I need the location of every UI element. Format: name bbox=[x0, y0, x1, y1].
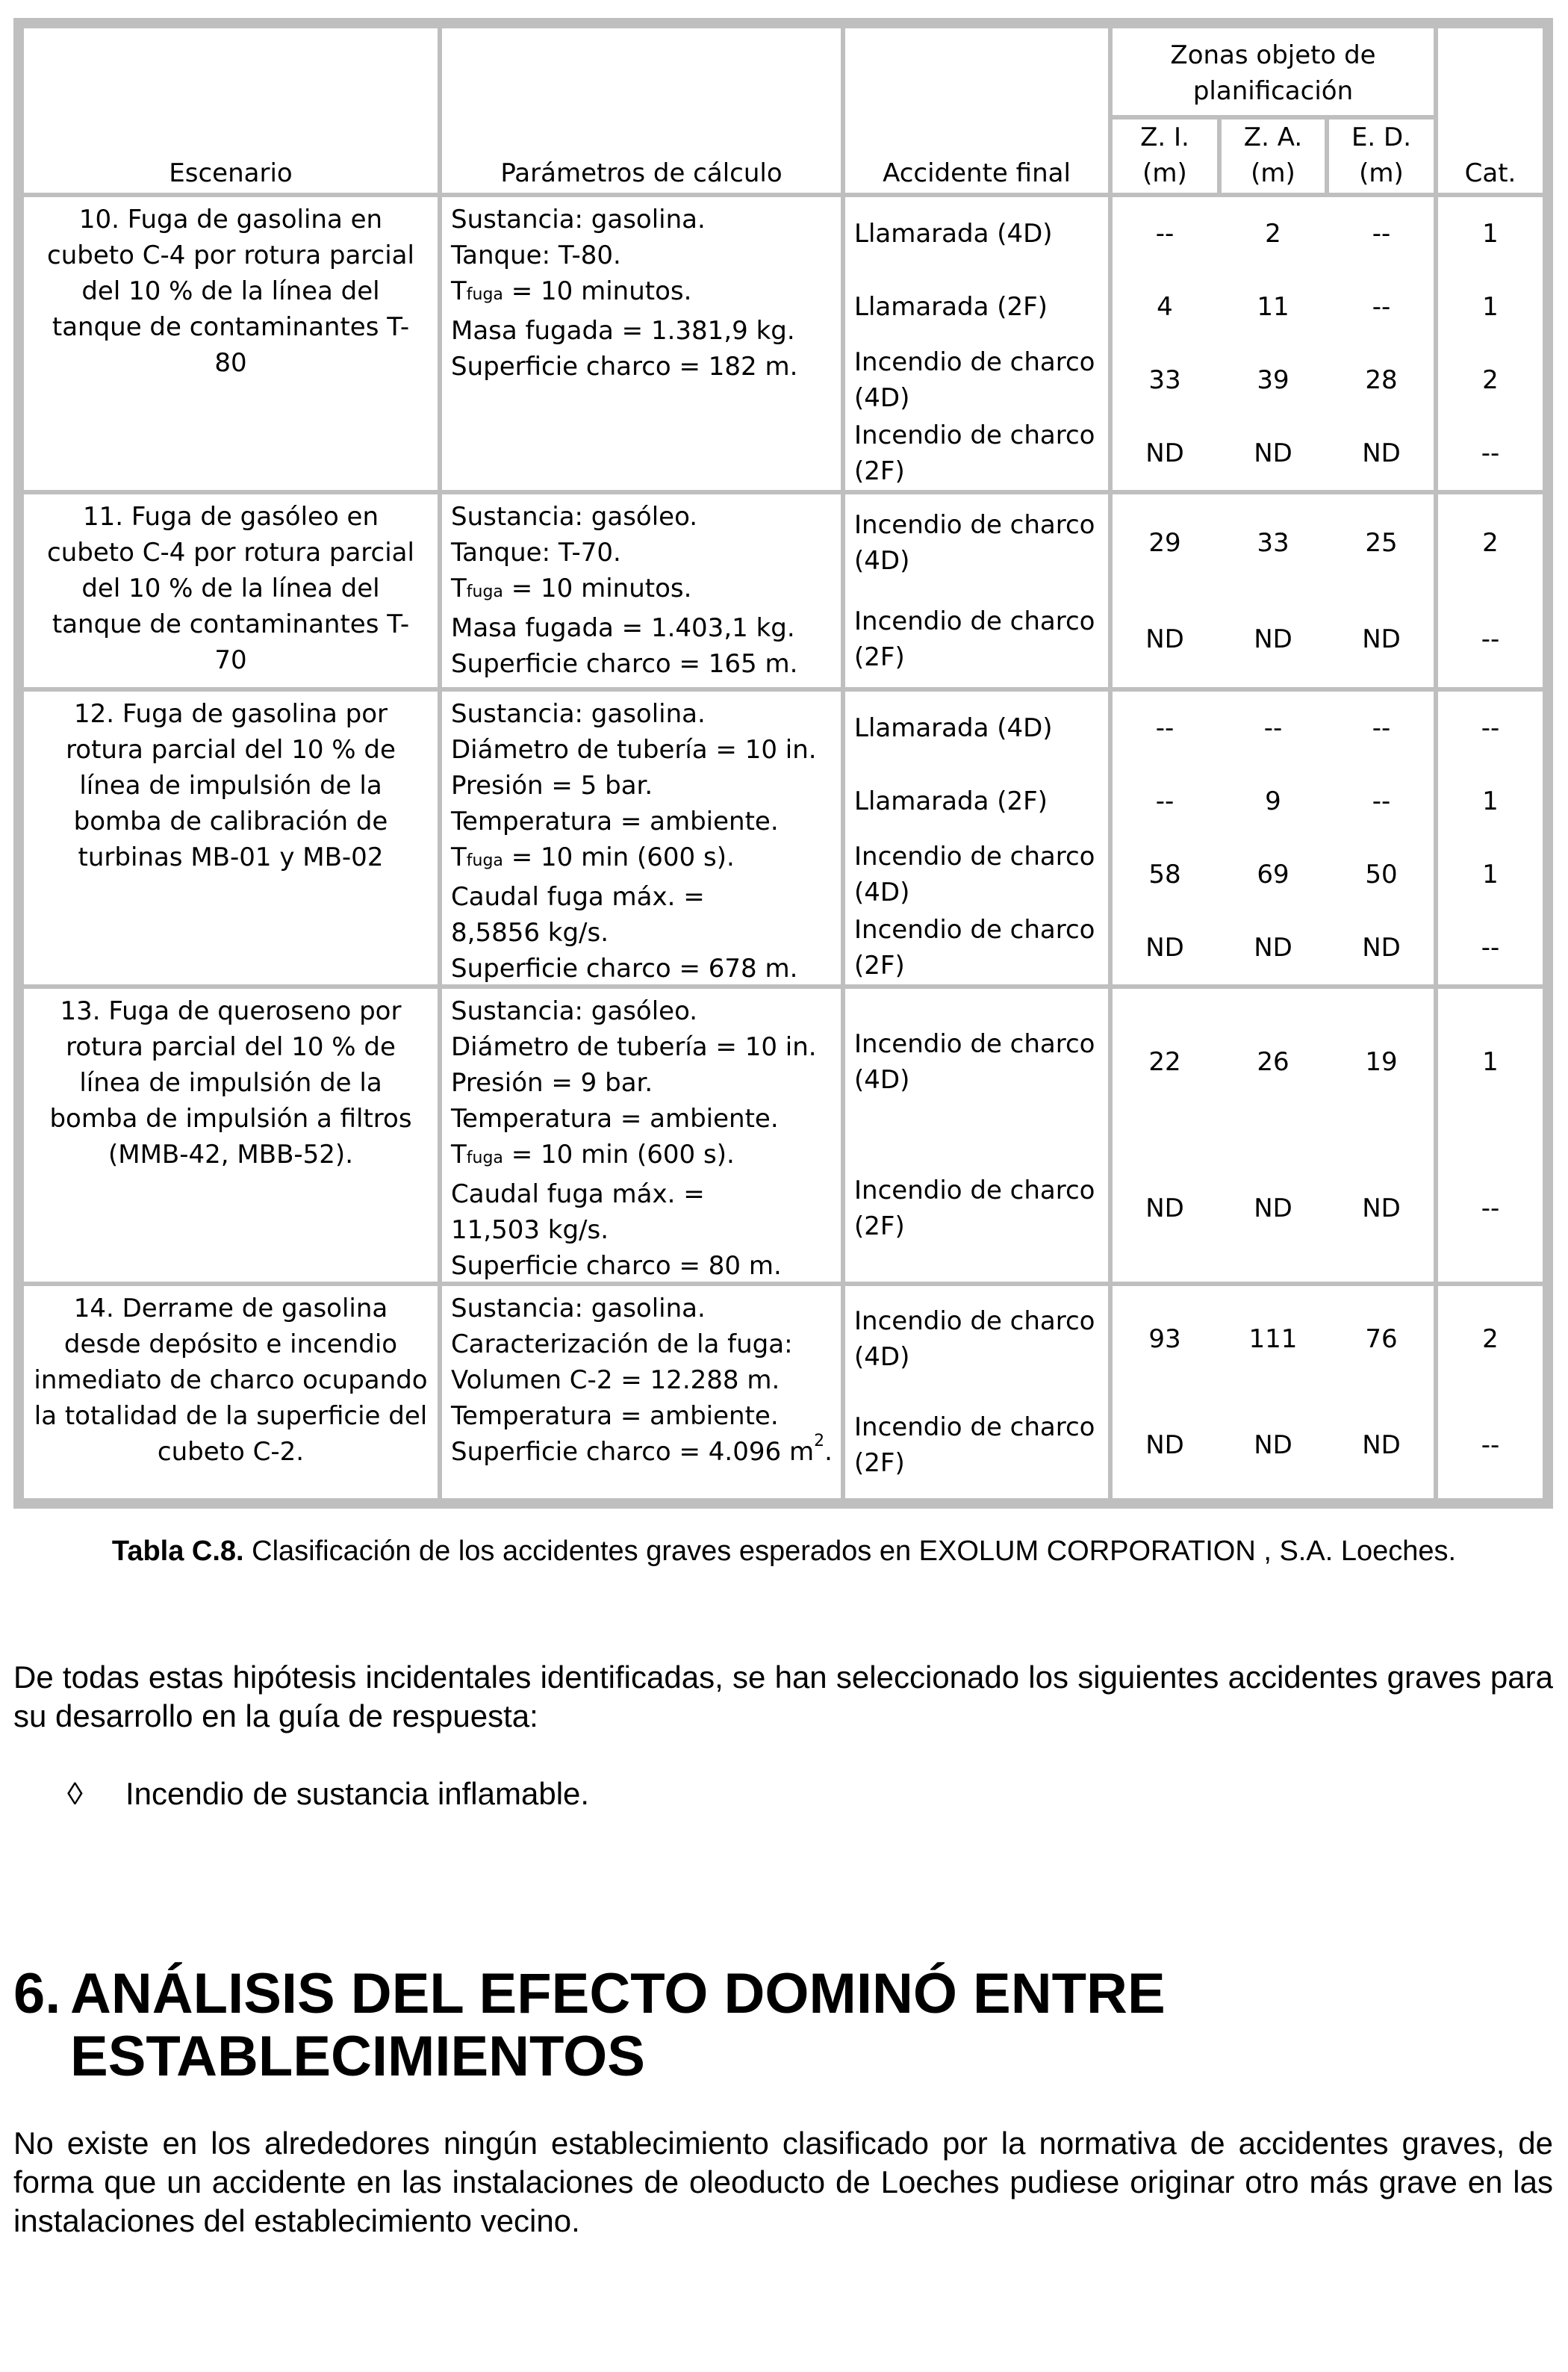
scenario-10-param-tfuga: Tfuga = 10 minutos. bbox=[451, 276, 692, 306]
scenario-12-param: Diámetro de tubería = 10 in. bbox=[451, 735, 817, 765]
bullet-diamond-icon: ◊ bbox=[67, 1776, 83, 1811]
scenario-11-param: Sustancia: gasóleo. bbox=[451, 502, 698, 532]
scenario-11-param: Superficie charco = 165 m. bbox=[451, 649, 798, 679]
scenario-12-cat: -- bbox=[1481, 933, 1500, 963]
scenario-14-za: 111 bbox=[1248, 1324, 1298, 1354]
scenario-12-ed: -- bbox=[1372, 713, 1391, 743]
scenario-14-accidents bbox=[845, 1286, 1108, 1498]
intro-paragraph: De todas estas hipótesis incidentales identificadas, se han seleccionado los siguientes accidentes graves para su desarrollo en la guía de respuesta: bbox=[13, 1660, 1553, 1733]
scenario-10-cat: -- bbox=[1481, 438, 1500, 468]
bullet-item: Incendio de sustancia inflamable. bbox=[125, 1776, 590, 1811]
section-number: 6. bbox=[13, 1962, 61, 2025]
scenario-14-ed: 76 bbox=[1365, 1324, 1398, 1354]
header-escenario-cell bbox=[24, 28, 438, 193]
scenario-12-cats bbox=[1438, 692, 1543, 984]
scenario-10-accident: Incendio de charco (2F) bbox=[854, 420, 1095, 486]
section-title-line1: ANÁLISIS DEL EFECTO DOMINÓ ENTRE bbox=[70, 1962, 1166, 2025]
scenario-14-ed: ND bbox=[1362, 1430, 1401, 1460]
scenario-12-params bbox=[442, 692, 841, 984]
scenario-12-cat: 1 bbox=[1482, 860, 1499, 890]
header-zonas: Zonas objeto de planificación bbox=[1170, 40, 1376, 106]
scenario-10-accident: Incendio de charco (4D) bbox=[854, 347, 1095, 413]
scenario-13-param: Presión = 9 bar. bbox=[451, 1068, 653, 1098]
scenario-13-ed: 19 bbox=[1365, 1047, 1398, 1077]
scenario-10-za: 11 bbox=[1257, 292, 1289, 322]
scenario-13-za: 26 bbox=[1257, 1047, 1289, 1077]
scenario-12-accident: Llamarada (2F) bbox=[854, 786, 1048, 816]
scenario-12-za: 9 bbox=[1265, 786, 1281, 816]
header-ed-cell bbox=[1329, 119, 1434, 193]
table-caption bbox=[90, 1533, 1478, 1570]
scenario-14-param-surface: Superficie charco = 4.096 $m^2$. bbox=[451, 1432, 833, 1467]
scenario-13-accidents bbox=[845, 989, 1108, 1282]
scenario-10-cat: 1 bbox=[1482, 292, 1499, 322]
scenario-14-zones bbox=[1113, 1286, 1434, 1498]
scenario-12-accident: Llamarada (4D) bbox=[854, 713, 1053, 743]
scenario-13-param: Caudal fuga máx. = 11,503 kg/s. bbox=[451, 1179, 705, 1245]
scenario-13-ed: ND bbox=[1362, 1193, 1401, 1223]
scenario-10-param: Sustancia: gasolina. bbox=[451, 205, 706, 235]
scenario-11-cats bbox=[1438, 494, 1543, 687]
scenario-13-param-tfuga: Tfuga = 10 min (600 s). bbox=[451, 1140, 735, 1170]
header-escenario: Escenario bbox=[169, 158, 293, 188]
scenario-11-param: Tanque: T-70. bbox=[451, 538, 621, 568]
scenario-10-name: 10. Fuga de gasolina en cubeto C-4 por rotura parcial del 10 % de la línea del tanque de contaminantes T-80 bbox=[47, 205, 414, 378]
scenario-12-ed: -- bbox=[1372, 786, 1391, 816]
header-zi-unit: (m) bbox=[1142, 158, 1187, 188]
scenario-10-params bbox=[442, 197, 841, 490]
scenario-12-zi: ND bbox=[1145, 933, 1184, 963]
scenario-12-param: Caudal fuga máx. = 8,5856 kg/s. bbox=[451, 882, 705, 948]
scenario-10-zi: ND bbox=[1145, 438, 1184, 468]
scenario-14-za: ND bbox=[1254, 1430, 1292, 1460]
scenario-14-param: Temperatura = ambiente. bbox=[451, 1401, 779, 1431]
scenario-12-param: Superficie charco = 678 m. bbox=[451, 954, 798, 984]
scenario-13-accident: Incendio de charco (2F) bbox=[854, 1176, 1095, 1241]
scenario-12-ed: ND bbox=[1362, 933, 1401, 963]
scenario-10-za: ND bbox=[1254, 438, 1292, 468]
scenario-10-zi: -- bbox=[1155, 219, 1175, 249]
scenario-13-name-cell bbox=[24, 989, 438, 1282]
scenario-14-cats bbox=[1438, 1286, 1543, 1498]
scenario-10-accident: Llamarada (2F) bbox=[854, 292, 1048, 322]
scenario-13-zi: ND bbox=[1145, 1193, 1184, 1223]
scenario-13-cat: -- bbox=[1481, 1193, 1500, 1223]
scenario-12-param: Presión = 5 bar. bbox=[451, 771, 653, 801]
scenario-11-zi: 29 bbox=[1148, 527, 1181, 558]
header-ed: E. D. bbox=[1351, 122, 1412, 152]
header-za: Z. A. bbox=[1243, 122, 1303, 152]
header-accidente: Accidente final bbox=[883, 158, 1071, 188]
scenario-11-cat: 2 bbox=[1482, 527, 1499, 558]
scenario-10-param: Masa fugada = 1.381,9 kg. bbox=[451, 316, 795, 346]
scenario-10-ed: -- bbox=[1372, 292, 1391, 322]
header-cat-cell bbox=[1438, 28, 1543, 193]
scenario-11-name: 11. Fuga de gasóleo en cubeto C-4 por rotura parcial del 10 % de la línea del tanque de contaminantes T-70 bbox=[47, 502, 414, 675]
scenario-11-accidents bbox=[845, 494, 1108, 687]
scenario-13-za: ND bbox=[1254, 1193, 1292, 1223]
scenario-10-param: Tanque: T-80. bbox=[451, 240, 621, 270]
scenario-12-zi: -- bbox=[1155, 786, 1175, 816]
scenario-10-zi: 4 bbox=[1157, 292, 1173, 322]
scenario-12-za: -- bbox=[1263, 713, 1283, 743]
scenario-14-name-cell bbox=[24, 1286, 438, 1498]
scenario-10-accidents bbox=[845, 197, 1108, 490]
scenario-11-ed: 25 bbox=[1365, 527, 1398, 558]
scenario-11-cat: -- bbox=[1481, 624, 1500, 654]
scenario-10-param: Superficie charco = 182 m. bbox=[451, 352, 798, 382]
scenario-12-cat: -- bbox=[1481, 713, 1500, 743]
scenario-10-cat: 1 bbox=[1482, 219, 1499, 249]
scenario-14-cat: -- bbox=[1481, 1430, 1500, 1460]
scenario-13-param: Diámetro de tubería = 10 in. bbox=[451, 1032, 817, 1062]
header-parametros-cell bbox=[442, 28, 841, 193]
scenario-12-param-tfuga: Tfuga = 10 min (600 s). bbox=[451, 842, 735, 872]
scenario-12-cat: 1 bbox=[1482, 786, 1499, 816]
scenario-13-zones bbox=[1113, 989, 1434, 1282]
scenario-14-accident: Incendio de charco (4D) bbox=[854, 1306, 1095, 1372]
scenario-11-params bbox=[442, 494, 841, 687]
scenario-14-param: Sustancia: gasolina. bbox=[451, 1294, 706, 1323]
scenario-10-ed: ND bbox=[1362, 438, 1401, 468]
header-parametros: Parámetros de cálculo bbox=[500, 158, 783, 188]
header-accidente-cell bbox=[845, 28, 1108, 193]
header-cat: Cat. bbox=[1464, 158, 1516, 188]
scenario-10-accident: Llamarada (4D) bbox=[854, 219, 1053, 249]
header-za-cell bbox=[1222, 119, 1325, 193]
caption-text: Clasificación de los accidentes graves esperados en EXOLUM CORPORATION , S.A. Loeches. bbox=[243, 1536, 1457, 1567]
scenario-14-cat: 2 bbox=[1482, 1324, 1499, 1354]
scenario-11-accident: Incendio de charco (4D) bbox=[854, 509, 1095, 576]
scenario-13-zi: 22 bbox=[1148, 1047, 1181, 1077]
scenario-13-cat: 1 bbox=[1482, 1047, 1499, 1077]
scenario-10-cat: 2 bbox=[1482, 365, 1499, 395]
scenario-11-zones bbox=[1113, 494, 1434, 687]
scenario-12-za: ND bbox=[1254, 933, 1292, 963]
scenario-10-zi: 33 bbox=[1148, 365, 1181, 395]
scenario-14-params bbox=[442, 1286, 841, 1498]
scenario-14-zi: 93 bbox=[1148, 1324, 1181, 1354]
section-title-line2: ESTABLECIMIENTOS bbox=[70, 2025, 645, 2088]
closing-paragraph: No existe en los alrededores ningún establecimiento clasificado por la normativa de accidentes graves, de forma que un accidente en las instalaciones de oleoducto de Loeches pudiese originar otro más grave en las instalaciones del establecimiento vecino. bbox=[13, 2126, 1553, 2238]
scenario-13-param: Temperatura = ambiente. bbox=[451, 1104, 779, 1134]
scenario-10-zones bbox=[1113, 197, 1434, 490]
scenario-10-za: 2 bbox=[1265, 219, 1281, 249]
scenario-11-za: 33 bbox=[1257, 527, 1289, 558]
scenario-12-accident: Incendio de charco (4D) bbox=[854, 842, 1095, 907]
scenario-12-param: Temperatura = ambiente. bbox=[451, 807, 779, 836]
scenario-10-za: 39 bbox=[1257, 365, 1289, 395]
scenario-12-accidents bbox=[845, 692, 1108, 984]
scenario-12-ed: 50 bbox=[1365, 860, 1398, 890]
scenario-10-name-cell bbox=[24, 197, 438, 490]
scenario-12-name: 12. Fuga de gasolina por rotura parcial del 10 % de línea de impulsión de la bomba de calibración de turbinas MB-01 y MB-02 bbox=[66, 699, 396, 872]
scenario-13-params bbox=[442, 989, 841, 1282]
scenario-14-name: 14. Derrame de gasolina desde depósito e incendio inmediato de charco ocupando la totalidad de la superficie del cubeto C-2. bbox=[34, 1294, 428, 1467]
scenario-14-zi: ND bbox=[1145, 1430, 1184, 1460]
scenario-10-cats bbox=[1438, 197, 1543, 490]
scenario-10-ed: -- bbox=[1372, 219, 1391, 249]
scenario-14-param: Caracterización de la fuga: bbox=[451, 1329, 793, 1359]
scenario-13-name: 13. Fuga de queroseno por rotura parcial del 10 % de línea de impulsión de la bomba de impulsión a filtros (MMB-42, MBB-52). bbox=[49, 996, 412, 1170]
scenario-12-accident: Incendio de charco (2F) bbox=[854, 915, 1095, 981]
scenario-13-cats bbox=[1438, 989, 1543, 1282]
scenario-12-param: Sustancia: gasolina. bbox=[451, 699, 706, 729]
scenario-12-zones bbox=[1113, 692, 1434, 984]
scenario-13-param: Superficie charco = 80 m. bbox=[451, 1251, 782, 1281]
scenario-10-ed: 28 bbox=[1365, 365, 1398, 395]
scenario-13-param: Sustancia: gasóleo. bbox=[451, 996, 698, 1026]
header-zi: Z. I. bbox=[1140, 122, 1189, 152]
scenario-14-accident: Incendio de charco (2F) bbox=[854, 1412, 1095, 1478]
scenario-12-zi: -- bbox=[1155, 713, 1175, 743]
scenario-11-zi: ND bbox=[1145, 624, 1184, 654]
scenario-13-accident: Incendio de charco (4D) bbox=[854, 1029, 1095, 1095]
scenario-11-ed: ND bbox=[1362, 624, 1401, 654]
scenario-14-param: Volumen C-2 = 12.288 m. bbox=[451, 1365, 780, 1395]
scenario-11-name-cell bbox=[24, 494, 438, 687]
scenario-12-za: 69 bbox=[1257, 860, 1289, 890]
header-ed-unit: (m) bbox=[1359, 158, 1404, 188]
header-zonas-cell bbox=[1113, 28, 1434, 115]
scenario-12-zi: 58 bbox=[1148, 860, 1181, 890]
scenario-12-name-cell bbox=[24, 692, 438, 984]
scenario-11-param-tfuga: Tfuga = 10 minutos. bbox=[451, 574, 692, 603]
scenario-table bbox=[13, 18, 1553, 1509]
scenario-11-param: Masa fugada = 1.403,1 kg. bbox=[451, 613, 795, 643]
scenario-11-accident: Incendio de charco (2F) bbox=[854, 606, 1095, 672]
header-za-unit: (m) bbox=[1251, 158, 1295, 188]
scenario-11-za: ND bbox=[1254, 624, 1292, 654]
caption-label: Tabla C.8. bbox=[111, 1536, 244, 1567]
header-zi-cell bbox=[1113, 119, 1217, 193]
